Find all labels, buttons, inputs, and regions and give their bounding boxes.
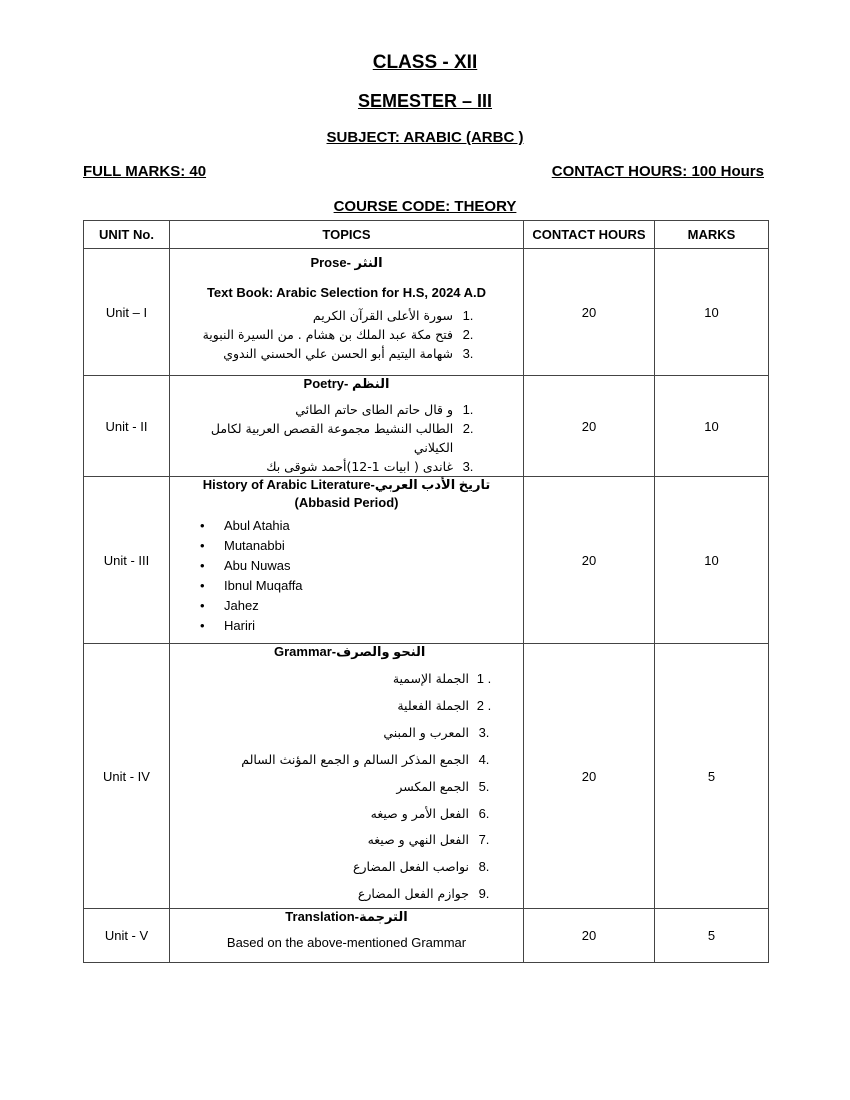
unit-topics: [170, 909, 524, 963]
bullet-icon: •: [200, 558, 205, 573]
list-item: 3. المعرب و المبني: [383, 724, 490, 740]
unit-title: Grammar-النحو والصرف: [274, 644, 426, 659]
table-row: [84, 477, 769, 644]
topic-list: [170, 666, 499, 908]
list-item: 1. سورة الأعلى القرآن الكريم: [312, 308, 474, 323]
subject-title: SUBJECT: ARABIC (ARBC ): [326, 129, 524, 146]
unit-number: Unit - III: [84, 477, 170, 644]
header-marks: MARKS: [655, 221, 769, 249]
bullet-icon: •: [200, 598, 205, 613]
list-item: 3. شهامة اليتيم أبو الحسن علي الحسني الندوي: [223, 346, 474, 361]
list-item: • Hariri: [224, 616, 523, 636]
unit-topics: [170, 249, 524, 376]
topic-list: [170, 516, 523, 636]
list-item: 7. الفعل النهي و صيغه: [367, 832, 490, 848]
list-item: • Abu Nuwas: [224, 556, 523, 576]
unit-number: Unit - V: [84, 909, 170, 963]
semester-title: SEMESTER – III: [357, 91, 493, 111]
topic-list: [170, 306, 483, 363]
list-item: • Abul Atahia: [224, 516, 523, 536]
list-item: • Mutanabbi: [224, 536, 523, 556]
table-row: [84, 249, 769, 376]
list-item: 1 . الجملة الإسمية: [392, 671, 492, 686]
list-item: 3. غاندى ( ابيات 1-12)أحمد شوقى بك: [266, 459, 474, 474]
marks: 10: [655, 477, 769, 644]
unit-number: Unit - IV: [84, 644, 170, 909]
list-item: 2. الطالب النشيط مجموعة القصص العربية لكامل الكيلاني: [210, 421, 474, 455]
table-row: [84, 644, 769, 909]
list-item: 9. جوازم الفعل المضارع: [357, 886, 490, 902]
syllabus-table: [83, 220, 769, 963]
list-item: 2. فتح مكة عبد الملك بن هشام . من السيرة النبوية: [202, 327, 474, 342]
list-item: 5. الجمع المكسر: [396, 778, 490, 794]
table-row: [84, 376, 769, 477]
header-unit-no: UNIT No.: [84, 221, 170, 249]
marks: 5: [655, 909, 769, 963]
contact-hours: 20: [524, 477, 655, 644]
topic-list: [170, 400, 483, 476]
unit-topics: [170, 644, 524, 909]
list-item: 4. الجمع المذكر السالم و الجمع المؤنث السالم: [241, 751, 490, 767]
marks: 5: [655, 644, 769, 909]
full-marks: FULL MARKS: 40: [83, 163, 207, 180]
unit-topics: [170, 376, 524, 477]
list-item: 1. و قال حاتم الطاى حاتم الطائي: [295, 402, 474, 417]
list-item: • Jahez: [224, 596, 523, 616]
unit-note: Based on the above-mentioned Grammar: [226, 935, 467, 951]
bullet-icon: •: [200, 618, 205, 633]
contact-hours: 20: [524, 376, 655, 477]
bullet-icon: •: [200, 578, 205, 593]
list-item: 6. الفعل الأمر و صيغه: [370, 805, 490, 821]
contact-hours: 20: [524, 249, 655, 376]
header-topics: TOPICS: [170, 221, 524, 249]
marks: 10: [655, 249, 769, 376]
table-header-row: [84, 221, 769, 249]
unit-title: Poetry- النظم: [303, 376, 390, 391]
contact-hours: 20: [524, 644, 655, 909]
bullet-icon: •: [200, 538, 205, 553]
bullet-icon: •: [200, 518, 205, 533]
unit-title: Prose- النثر: [310, 255, 383, 270]
contact-hours: 20: [524, 909, 655, 963]
unit-title: History of Arabic Literature-تاريخ الأدب العربي: [202, 477, 491, 492]
table-row: [84, 909, 769, 963]
list-item: 2 . الجملة الفعلية: [397, 697, 492, 713]
unit-title: Translation-الترجمة: [285, 909, 408, 925]
contact-hours-total: CONTACT HOURS: 100 Hours: [551, 163, 764, 180]
header-contact-hours: CONTACT HOURS: [524, 221, 655, 249]
course-code: COURSE CODE: THEORY: [333, 198, 517, 215]
list-item: • Ibnul Muqaffa: [224, 576, 523, 596]
unit-subtitle: (Abbasid Period): [294, 495, 399, 510]
unit-topics: [170, 477, 524, 644]
text-book: Text Book: Arabic Selection for H.S, 2024 A.D: [206, 285, 487, 300]
marks: 10: [655, 376, 769, 477]
list-item: 8. نواصب الفعل المضارع: [353, 859, 490, 875]
class-title: CLASS - XII: [372, 52, 478, 73]
unit-number: Unit – I: [84, 249, 170, 376]
unit-number: Unit - II: [84, 376, 170, 477]
